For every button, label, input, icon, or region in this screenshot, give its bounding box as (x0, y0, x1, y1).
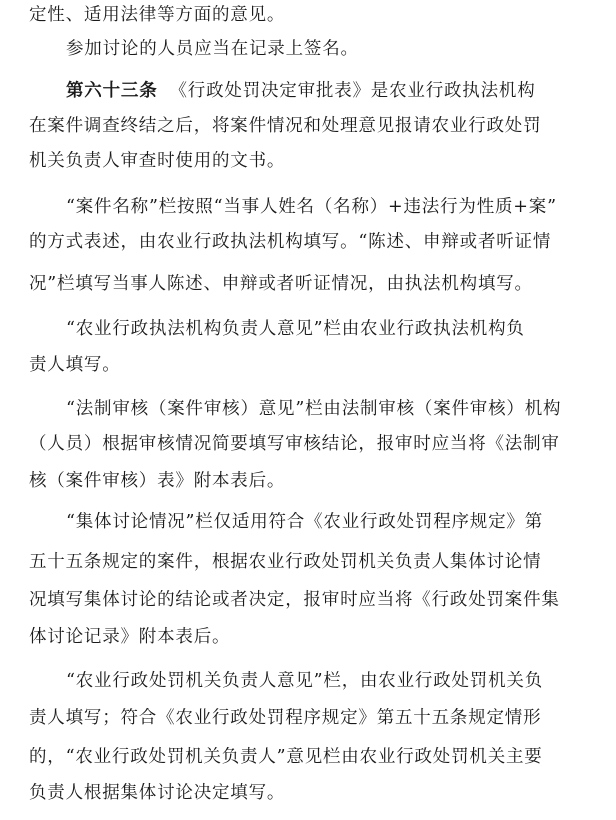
text-line-14: “集体讨论情况”栏仅适用符合《农业行政处罚程序规定》第 (66, 512, 543, 532)
text-line-6: “案件名称”栏按照“当事人姓名（名称）+违法行为性质+案” (66, 197, 557, 217)
text-line-4: 在案件调查终结之后，将案件情况和处理意见报请农业行政处罚 (29, 116, 542, 136)
text-line-7: 的方式表述，由农业行政执法机构填写。“陈述、申辩或者听证情 (29, 232, 552, 252)
text-line-2: 参加讨论的人员应当在记录上签名。 (66, 39, 359, 59)
text-line-17: 体讨论记录》附本表后。 (29, 627, 231, 647)
text-line-9: “农业行政执法机构负责人意见”栏由农业行政执法机构负 (66, 319, 525, 339)
text-line-13: 核（案件审核）表》附本表后。 (29, 471, 286, 491)
text-line-10: 责人填写。 (29, 355, 121, 375)
article-63-first-line (66, 74, 589, 108)
text-line-19: 责人填写；符合《农业行政处罚程序规定》第五十五条规定情形 (29, 708, 542, 728)
article-63-text: 《行政处罚决定审批表》是农业行政执法机构 (169, 81, 536, 101)
text-line-16: 况填写集体讨论的结论或者决定，报审时应当将《行政处罚案件集 (29, 590, 560, 610)
text-line-1: 定性、适用法律等方面的意见。 (29, 5, 286, 25)
article-heading: 第六十三条 (66, 81, 158, 101)
text-line-5: 机关负责人审查时使用的文书。 (29, 151, 286, 171)
text-line-15: 五十五条规定的案件，根据农业行政处罚机关负责人集体讨论情 (29, 552, 542, 572)
text-line-12: （人员）根据审核情况简要填写审核结论，报审时应当将《法制审 (29, 434, 560, 454)
text-line-21: 负责人根据集体讨论决定填写。 (29, 783, 286, 803)
text-line-20: 的，“农业行政处罚机关负责人”意见栏由农业行政处罚机关主要 (29, 747, 543, 767)
text-line-11: “法制审核（案件审核）意见”栏由法制审核（案件审核）机构 (66, 399, 562, 419)
text-line-18: “农业行政处罚机关负责人意见”栏，由农业行政处罚机关负 (66, 671, 543, 691)
text-line-8: 况”栏填写当事人陈述、申辩或者听证情况，由执法机构填写。 (29, 274, 533, 294)
